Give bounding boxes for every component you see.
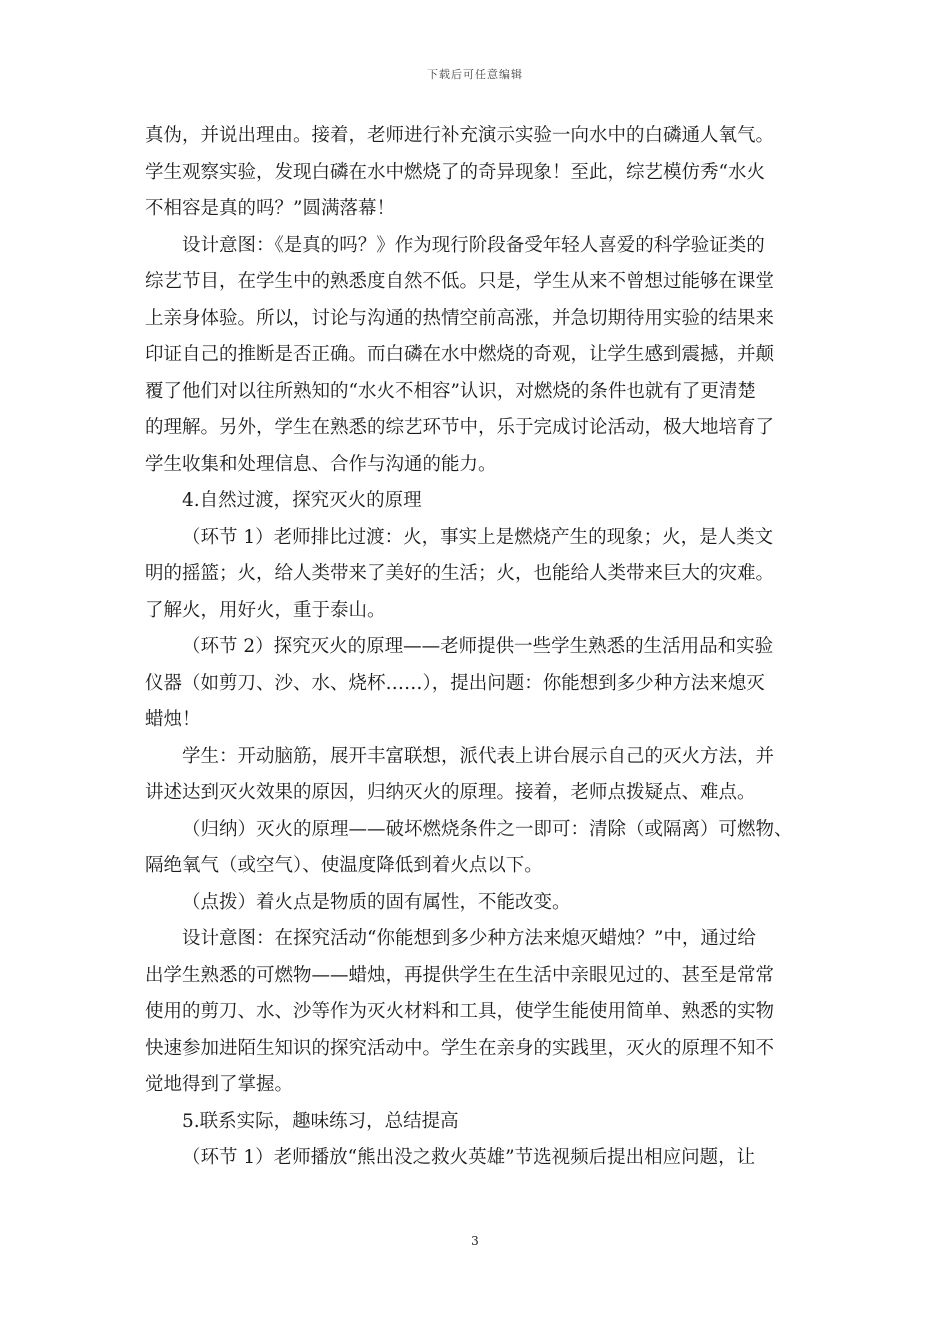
text-line: 出学生熟悉的可燃物——蜡烛，再提供学生在生活中亲眼见过的、甚至是常常 <box>145 964 775 986</box>
text-line: 快速参加进陌生知识的探究活动中。学生在亲身的实践里，灭火的原理不知不 <box>145 1037 775 1059</box>
text-line: 隔绝氧气（或空气）、使温度降低到着火点以下。 <box>145 855 543 876</box>
page-number: 3 <box>471 1234 479 1248</box>
text-line: 使用的剪刀、水、沙等作为灭火材料和工具，使学生能使用简单、熟悉的实物 <box>145 1001 775 1022</box>
text-line: 学生观察实验，发现白磷在水中燃烧了的奇异现象！至此，综艺模仿秀“水火 <box>145 161 765 183</box>
text-line: （环节 2）探究灭火的原理——老师提供一些学生熟悉的生活用品和实验 <box>182 636 774 657</box>
text-line: 真伪，并说出理由。接着，老师进行补充演示实验一向水中的白磷通人氧气。 <box>145 125 775 146</box>
text-line: 上亲身体验。所以，讨论与沟通的热情空前高涨，并急切期待用实验的结果来 <box>145 307 775 329</box>
text-line: 设计意图：在探究活动“你能想到多少种方法来熄灭蜡烛？”中，通过给 <box>182 928 756 949</box>
text-line: （归纳）灭火的原理——破坏燃烧条件之一即可：清除（或隔离）可燃物、 <box>182 818 793 840</box>
text-line: 讲述达到灭火效果的原因，归纳灭火的原理。接着，老师点拨疑点、难点。 <box>145 782 756 803</box>
text-line: 了解火，用好火，重于泰山。 <box>145 599 386 621</box>
text-line: 4.自然过渡，探究灭火的原理 <box>182 490 422 511</box>
text-line: 印证自己的推断是否正确。而白磷在水中燃烧的奇观，让学生感到震撼，并颠 <box>145 344 775 365</box>
text-line: 设计意图：《是真的吗？》作为现行阶段备受年轻人喜爱的科学验证类的 <box>182 234 765 256</box>
text-line: （环节 1）老师排比过渡：火，事实上是燃烧产生的现象；火，是人类文 <box>182 526 774 548</box>
text-line: 学生收集和处理信息、合作与沟通的能力。 <box>145 453 497 475</box>
text-line: 的理解。另外，学生在熟悉的综艺环节中，乐于完成讨论活动，极大地培育了 <box>145 417 775 438</box>
document-body <box>145 118 805 1177</box>
text-line: （环节 1）老师播放“熊出没之救火英雄”节选视频后提出相应问题，让 <box>182 1147 756 1168</box>
text-line: （点拨）着火点是物质的固有属性，不能改变。 <box>182 891 571 913</box>
text-line: 5.联系实际，趣味练习，总结提高 <box>182 1110 459 1132</box>
text-line: 不相容是真的吗？”圆满落幕！ <box>145 198 395 219</box>
text-line: 覆了他们对以往所熟知的“水火不相容”认识，对燃烧的条件也就有了更清楚 <box>145 380 756 402</box>
text-line: 学生：开动脑筋，展开丰富联想，派代表上讲台展示自己的灭火方法，并 <box>182 745 775 767</box>
text-line: 明的摇篮；火，给人类带来了美好的生活；火，也能给人类带来巨大的灾难。 <box>145 563 775 584</box>
text-line: 综艺节目，在学生中的熟悉度自然不低。只是，学生从来不曾想过能够在课堂 <box>145 271 775 292</box>
text-line: 蜡烛！ <box>145 709 201 730</box>
text-line: 仪器（如剪刀、沙、水、烧杯……），提出问题：你能想到多少种方法来熄灭 <box>145 672 765 694</box>
text-line: 觉地得到了掌握。 <box>145 1074 294 1095</box>
page-header: 下载后可任意编辑 <box>427 68 523 81</box>
